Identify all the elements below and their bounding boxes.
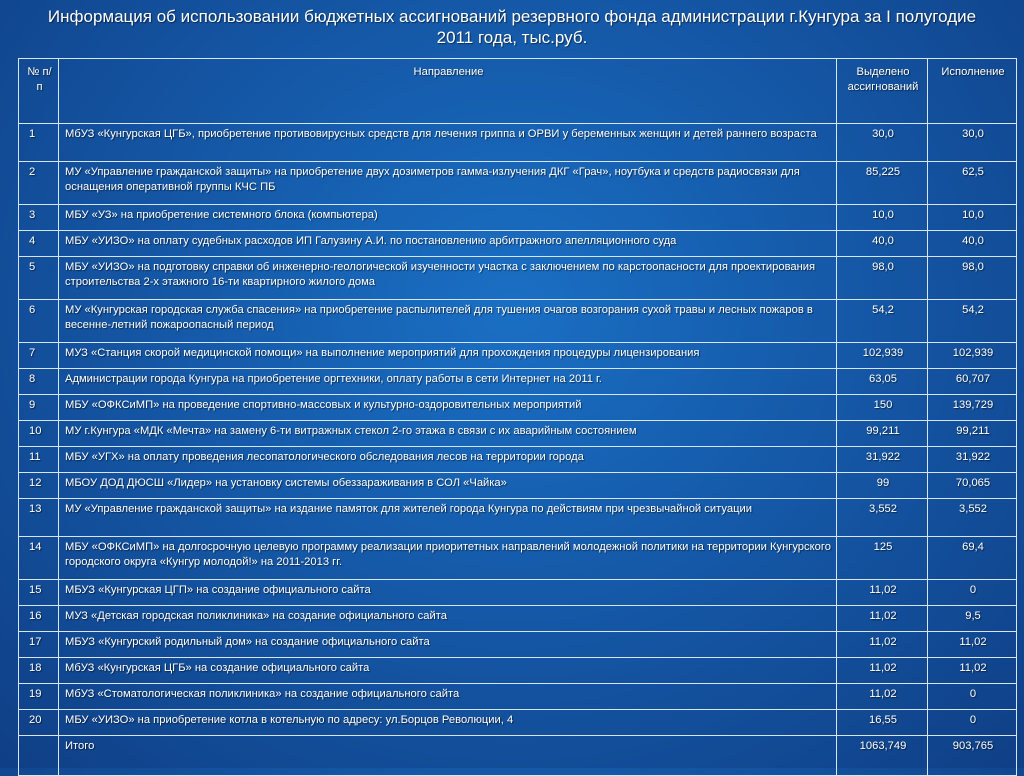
row-number: 15 [19,580,59,606]
table-row [19,124,1017,162]
row-allocated: 54,2 [837,300,928,343]
row-executed: 139,729 [928,395,1017,421]
row-number: 2 [19,162,59,205]
table-row [19,421,1017,447]
row-executed: 70,065 [928,473,1017,499]
row-number: 4 [19,231,59,257]
row-direction: МБУ «УИЗО» на оплату судебных расходов ИП Галузину А.И. по постановлению арбитражного апелляционного суда [59,231,837,257]
table-row [19,684,1017,710]
header-number: № п/п [19,59,59,124]
row-allocated: 11,02 [837,632,928,658]
table-row [19,710,1017,736]
budget-table [18,58,1017,776]
table-row [19,473,1017,499]
table-row [19,343,1017,369]
row-direction: Итого [59,736,837,776]
row-number [19,736,59,776]
row-allocated: 1063,749 [837,736,928,776]
table-row [19,369,1017,395]
row-number: 17 [19,632,59,658]
row-executed: 9,5 [928,606,1017,632]
row-direction: МбУЗ «Кунгурская ЦГБ», приобретение противовирусных средств для лечения гриппа и ОРВИ у беременных женщин и детей раннего возраста [59,124,837,162]
row-direction: МУ «Управление гражданской защиты» на издание памяток для жителей города Кунгура по действиям при чрезвычайной ситуации [59,499,837,537]
row-direction: МУ «Кунгурская городская служба спасения» на приобретение распылителей для тушения очагов возгорания сухой травы и лесных пожаров в весенне-летний пожароопасный период [59,300,837,343]
table-row [19,205,1017,231]
row-number: 13 [19,499,59,537]
row-number: 11 [19,447,59,473]
row-executed: 30,0 [928,124,1017,162]
row-number: 16 [19,606,59,632]
row-number: 6 [19,300,59,343]
header-allocated: Выделено ассигнований [837,59,928,124]
row-direction: МУЗ «Станция скорой медицинской помощи» на выполнение мероприятий для прохождения процедуры лицензирования [59,343,837,369]
row-allocated: 40,0 [837,231,928,257]
row-allocated: 11,02 [837,658,928,684]
row-number: 8 [19,369,59,395]
row-allocated: 102,939 [837,343,928,369]
row-direction: МБУ «ОФКСиМП» на проведение спортивно-массовых и культурно-оздоровительных мероприятий [59,395,837,421]
row-executed: 11,02 [928,658,1017,684]
row-direction: МбУЗ «Кунгурская ЦГБ» на создание официального сайта [59,658,837,684]
row-allocated: 63,05 [837,369,928,395]
row-direction: МбУЗ «Стоматологическая поликлиника» на создание официального сайта [59,684,837,710]
table-row [19,231,1017,257]
row-direction: МБОУ ДОД ДЮСШ «Лидер» на установку системы обеззараживания в СОЛ «Чайка» [59,473,837,499]
row-executed: 903,765 [928,736,1017,776]
row-direction: Администрации города Кунгура на приобретение оргтехники, оплату работы в сети Интернет на 2011 г. [59,369,837,395]
row-number: 9 [19,395,59,421]
row-executed: 102,939 [928,343,1017,369]
row-executed: 69,4 [928,537,1017,580]
row-executed: 99,211 [928,421,1017,447]
row-executed: 0 [928,580,1017,606]
row-allocated: 99,211 [837,421,928,447]
row-allocated: 30,0 [837,124,928,162]
row-allocated: 31,922 [837,447,928,473]
table-row [19,162,1017,205]
row-direction: МБУ «УИЗО» на приобретение котла в котельную по адресу: ул.Борцов Революции, 4 [59,710,837,736]
row-executed: 54,2 [928,300,1017,343]
total-row [19,736,1017,776]
table-row [19,300,1017,343]
row-allocated: 99 [837,473,928,499]
row-executed: 0 [928,684,1017,710]
row-direction: МБУЗ «Кунгурская ЦГП» на создание официального сайта [59,580,837,606]
row-number: 7 [19,343,59,369]
table-row [19,257,1017,300]
header-executed: Исполнение [928,59,1017,124]
header-row [19,59,1017,124]
row-direction: МБУ «УИЗО» на подготовку справки об инженерно-геологической изученности участка с заключением по карстоопасности для проектирования строительства 2-х этажного 16-ти квартирного жилого дома [59,257,837,300]
row-executed: 40,0 [928,231,1017,257]
row-executed: 11,02 [928,632,1017,658]
row-direction: МБУ «УГХ» на оплату проведения лесопатологического обследования лесов на территории города [59,447,837,473]
row-number: 14 [19,537,59,580]
row-executed: 31,922 [928,447,1017,473]
row-number: 1 [19,124,59,162]
row-direction: МУЗ «Детская городская поликлиника» на создание официального сайта [59,606,837,632]
row-direction: МБУ «УЗ» на приобретение системного блока (компьютера) [59,205,837,231]
row-executed: 0 [928,710,1017,736]
row-number: 5 [19,257,59,300]
row-direction: МБУ «ОФКСиМП» на долгосрочную целевую программу реализации приоритетных направлений молодежной политики на территории Кунгурского городского округа «Кунгур молодой!» на 2011-2013 гг. [59,537,837,580]
table-row [19,632,1017,658]
table-row [19,537,1017,580]
row-allocated: 3,552 [837,499,928,537]
row-allocated: 98,0 [837,257,928,300]
row-executed: 3,552 [928,499,1017,537]
row-executed: 98,0 [928,257,1017,300]
table-row [19,658,1017,684]
row-number: 19 [19,684,59,710]
row-direction: МУ г.Кунгура «МДК «Мечта» на замену 6-ти витражных стекол 2-го этажа в связи с их аварийным состоянием [59,421,837,447]
row-allocated: 85,225 [837,162,928,205]
row-number: 10 [19,421,59,447]
table-row [19,499,1017,537]
row-direction: МУ «Управление гражданской защиты» на приобретение двух дозиметров гамма-излучения ДКГ «Грач», ноутбука и средств радиосвязи для оснащения оперативной группы КЧС ПБ [59,162,837,205]
row-number: 18 [19,658,59,684]
row-allocated: 11,02 [837,606,928,632]
row-allocated: 125 [837,537,928,580]
row-executed: 60,707 [928,369,1017,395]
row-allocated: 16,55 [837,710,928,736]
table-row [19,447,1017,473]
row-allocated: 11,02 [837,684,928,710]
row-allocated: 10,0 [837,205,928,231]
row-allocated: 150 [837,395,928,421]
table-row [19,580,1017,606]
row-number: 12 [19,473,59,499]
table-row [19,395,1017,421]
row-executed: 10,0 [928,205,1017,231]
table-row [19,606,1017,632]
row-allocated: 11,02 [837,580,928,606]
page-title: Информация об использовании бюджетных ассигнований резервного фонда администрации г.Кунгура за I полугодие 2011 года, тыс.руб. [47,7,977,47]
row-direction: МБУЗ «Кунгурский родильный дом» на создание официального сайта [59,632,837,658]
header-direction: Направление [59,59,837,124]
row-number: 3 [19,205,59,231]
row-executed: 62,5 [928,162,1017,205]
row-number: 20 [19,710,59,736]
